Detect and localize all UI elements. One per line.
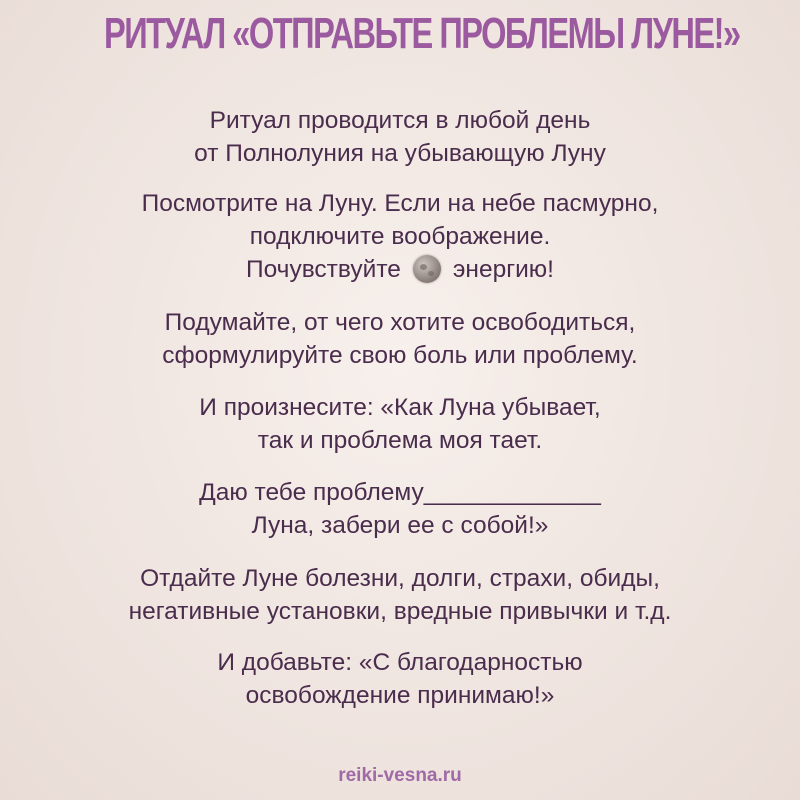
paragraph-look-at-moon [0, 187, 800, 286]
paragraph-say [0, 391, 800, 457]
paragraph-gratitude [0, 646, 800, 712]
paragraph-line: Отдайте Луне болезни, долги, страхи, обиды, [140, 565, 660, 592]
site-watermark: reiki-vesna.ru [338, 765, 462, 786]
paragraph-line: негативные установки, вредные привычки и т.д. [128, 598, 672, 625]
paragraph-line: И добавьте: «С благодарностью [217, 649, 583, 676]
paragraph-line: Ритуал проводится в любой день [209, 107, 591, 134]
paragraph-line: Луна, забери ее с собой!» [251, 512, 549, 539]
paragraph-line: Подумайте, от чего хотите освободиться, [164, 309, 636, 336]
paragraph-line: И произнесите: «Как Луна убывает, [199, 394, 601, 421]
paragraph-give-to-moon [0, 562, 800, 628]
paragraph-line: Даю тебе проблему_____________ [199, 479, 601, 506]
paragraph-line: освобождение принимаю!» [245, 682, 555, 709]
paragraph-line: от Полнолуния на убывающую Луну [194, 140, 606, 167]
paragraph-line: Посмотрите на Луну. Если на небе пасмурно, [141, 190, 659, 217]
paragraph-timing [0, 104, 800, 170]
feel-text: Почувствуйте [245, 256, 401, 283]
paragraph-give-problem [0, 476, 800, 542]
paragraph-think [0, 306, 800, 372]
paragraph-line: сформулируйте свою боль или проблему. [162, 342, 638, 369]
paragraph-line: подключите воображение. [249, 223, 551, 250]
paragraph-line: так и проблема моя тает. [257, 427, 543, 454]
energy-text: энергию! [452, 256, 554, 283]
page-title: РИТУАЛ «ОТПРАВЬТЕ ПРОБЛЕМЫ ЛУНЕ!» [104, 9, 740, 58]
moon-icon [413, 255, 441, 283]
paragraph-line-with-moon [0, 253, 800, 286]
